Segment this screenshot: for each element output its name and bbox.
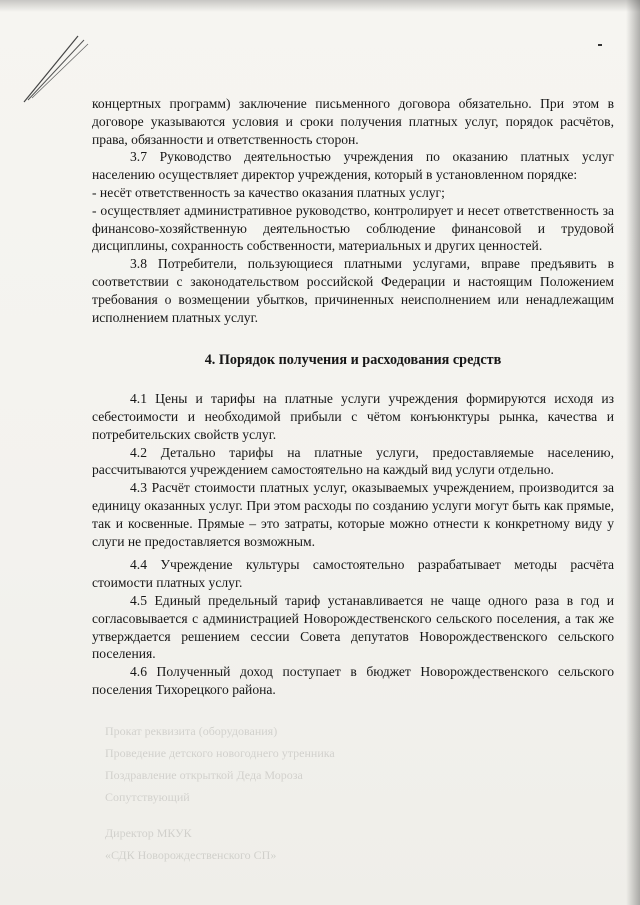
paragraph-4-6: 4.6 Полученный доход поступает в бюджет Новорождественского сельского поселения Тихорецкого района.	[92, 664, 614, 697]
paragraph-4-1: 4.1 Цены и тарифы на платные услуги учреждения формируются исходя из себестоимости и необходимой прибыли с чётом конъюнктуры рынка, качества и потребительских свойств услуг.	[92, 391, 614, 442]
bleed-line: Поздравление открыткой Деда Мороза	[105, 768, 303, 782]
paragraph-4-5: 4.5 Единый предельный тариф устанавливается не чаще одного раза в год и согласовывается с администрацией Новорождественского сельского поселения, а так же утверждается решением сессии Совета депутатов Новорождественского сельского поселения.	[92, 592, 614, 662]
bleed-line: Директор МКУК	[105, 826, 192, 840]
section-heading: 4. Порядок получения и расходования средств	[204, 352, 502, 369]
bleed-line: Сопутствующий	[105, 790, 190, 804]
bleed-line: «СДК Новорождественского СП»	[105, 848, 277, 862]
bleed-line: Проведение детского новогоднего утренника	[105, 746, 335, 760]
paragraph-contract: концертных программ) заключение письменного договора обязательно. При этом в договоре указываются условия и сроки получения платных услуг, порядок расчётов, права, обязанности и ответственность сторон.	[92, 96, 614, 147]
paragraph-4-2: 4.2 Детально тарифы на платные услуги, предоставляемые населению, рассчитываются учреждением самостоятельно на каждый вид услуги отдельно.	[92, 444, 614, 478]
list-item: - осуществляет административное руководство, контролирует и несет ответственность за финансово-хозяйственную деятельностью соблюдение финансовой и трудовой дисциплины, сохранность собственности, материальных и других ценностей.	[92, 202, 614, 254]
paragraph-3-8: 3.8 Потребители, пользующиеся платными услугами, вправе предъявить в соответствии с законодательством российской Федерации и настоящим Положением требования о возмещении убытков, причиненных неисполнением или ненадлежащим исполнением платных услуг.	[92, 256, 614, 325]
paragraph-4-4: 4.4 Учреждение культуры самостоятельно разрабатывает методы расчёта стоимости платных услуг.	[92, 557, 614, 591]
document-body	[92, 95, 614, 699]
paragraph-3-7: 3.7 Руководство деятельностью учреждения по оказанию платных услуг населению осуществляет директор учреждения, который в установленном порядке:	[92, 149, 614, 183]
bleed-line: Прокат реквизита (оборудования)	[105, 724, 278, 738]
bleed-through-text	[105, 720, 525, 870]
scan-edge-shadow	[626, 0, 640, 905]
list-item: - несёт ответственность за качество оказания платных услуг;	[92, 184, 445, 200]
ink-dot	[598, 44, 602, 46]
scan-top-shadow	[0, 0, 640, 12]
paragraph-4-3: 4.3 Расчёт стоимости платных услуг, оказываемых учреждением, производится за единицу оказанных услуг. При этом расходы по созданию услуги могут быть как прямые, так и косвенные. Прямые – это затраты, которые можно отнести к конкретному виду у слуги не предоставляется возможным.	[92, 480, 614, 549]
